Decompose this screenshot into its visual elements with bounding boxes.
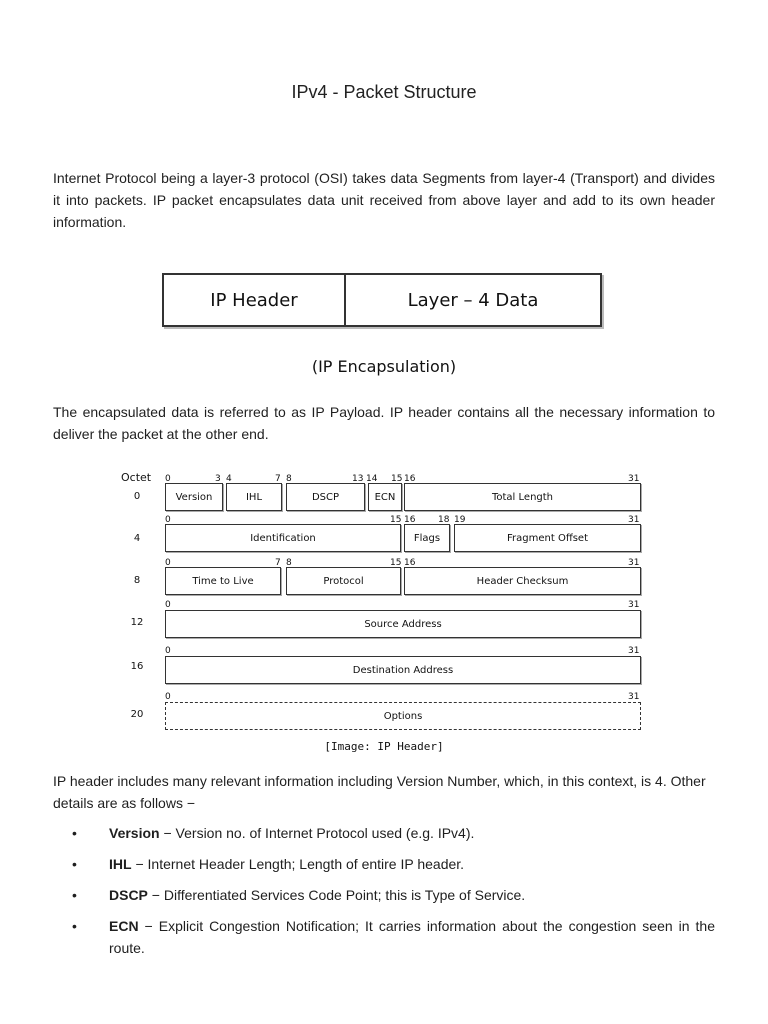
list-item — [53, 915, 715, 959]
ihl-field: IHL — [226, 483, 282, 511]
layer4-data-cell: Layer – 4 Data — [407, 289, 539, 311]
page-title: IPv4 - Packet Structure — [291, 82, 477, 102]
bit-number: 15 — [390, 558, 402, 568]
list-item-term: DSCP — [109, 887, 148, 903]
bit-number: 31 — [628, 558, 640, 568]
bit-number: 31 — [628, 646, 640, 656]
ip-header-cell: IP Header — [164, 275, 346, 325]
source-address-field: Source Address — [165, 610, 641, 638]
list-item-description: − Version no. of Internet Protocol used (e.g. IPv4). — [159, 825, 475, 841]
bit-number: 0 — [165, 558, 171, 568]
list-item-description: − Differentiated Services Code Point; this is Type of Service. — [147, 887, 526, 903]
octet-number: 0 — [133, 491, 141, 502]
fragment-offset-field: Fragment Offset — [454, 524, 641, 552]
octet-number: 20 — [130, 709, 144, 720]
bit-number: 3 — [215, 474, 221, 484]
bullet-icon: • — [72, 856, 77, 872]
octet-number: 8 — [133, 575, 141, 586]
list-item — [53, 822, 715, 844]
bit-number: 16 — [404, 474, 416, 484]
bit-number: 0 — [165, 515, 171, 525]
bit-number: 8 — [286, 474, 292, 484]
list-item — [53, 884, 715, 906]
bit-number: 16 — [404, 558, 416, 568]
bit-number: 31 — [628, 474, 640, 484]
bit-number: 15 — [391, 474, 403, 484]
ip-header-caption: [Image: IP Header] — [324, 740, 444, 753]
bit-number: 18 — [438, 515, 450, 525]
octet-column-label: Octet — [121, 471, 152, 484]
list-item-term: ECN — [109, 918, 139, 934]
encapsulation-caption: (IP Encapsulation) — [311, 357, 457, 376]
bit-number: 0 — [165, 692, 171, 702]
field-description-list — [53, 822, 715, 968]
bullet-icon: • — [72, 918, 77, 934]
bit-number: 7 — [275, 474, 281, 484]
dscp-field: DSCP — [286, 483, 365, 511]
octet-number: 4 — [133, 533, 141, 544]
destination-address-field: Destination Address — [165, 656, 641, 684]
list-item-term: IHL — [109, 856, 132, 872]
bit-number: 0 — [165, 474, 171, 484]
bit-number: 16 — [404, 515, 416, 525]
list-item-description: − Internet Header Length; Length of entire IP header. — [131, 856, 465, 872]
version-field: Version — [165, 483, 223, 511]
bit-number: 0 — [165, 600, 171, 610]
ip-encapsulation-figure — [162, 273, 602, 327]
protocol-field: Protocol — [286, 567, 401, 595]
bullet-icon: • — [72, 825, 77, 841]
octet-number: 16 — [130, 661, 144, 672]
bit-number: 31 — [628, 515, 640, 525]
bit-number: 19 — [454, 515, 466, 525]
payload-paragraph: The encapsulated data is referred to as IP Payload. IP header contains all the necessary information to deliver the packet at the other end. — [53, 404, 715, 442]
bullet-icon: • — [72, 887, 77, 903]
octet-number: 12 — [130, 617, 144, 628]
intro-paragraph: Internet Protocol being a layer-3 protocol (OSI) takes data Segments from layer-4 (Transport) and divides it into packets. IP packet encapsulates data unit received from above layer and add to its own header information. — [53, 170, 715, 230]
total-length-field: Total Length — [404, 483, 641, 511]
bit-number: 7 — [275, 558, 281, 568]
bit-number: 8 — [286, 558, 292, 568]
details-paragraph: IP header includes many relevant information including Version Number, which, in this context, is 4. Other details are as follows − — [53, 773, 706, 811]
bit-number: 15 — [390, 515, 402, 525]
bit-number: 13 — [352, 474, 364, 484]
bit-number: 4 — [226, 474, 232, 484]
list-item — [53, 853, 715, 875]
identification-field: Identification — [165, 524, 401, 552]
bit-number: 31 — [628, 692, 640, 702]
list-item-term: Version — [109, 825, 160, 841]
bit-number: 14 — [366, 474, 378, 484]
time-to-live-field: Time to Live — [165, 567, 281, 595]
bit-number: 31 — [628, 600, 640, 610]
header-checksum-field: Header Checksum — [404, 567, 641, 595]
options-field: Options — [165, 702, 641, 730]
list-item-description: − Explicit Congestion Notification; It carries information about the congestion seen in the route. — [109, 918, 715, 956]
bit-number: 0 — [165, 646, 171, 656]
ecn-field: ECN — [368, 483, 402, 511]
flags-field: Flags — [404, 524, 450, 552]
